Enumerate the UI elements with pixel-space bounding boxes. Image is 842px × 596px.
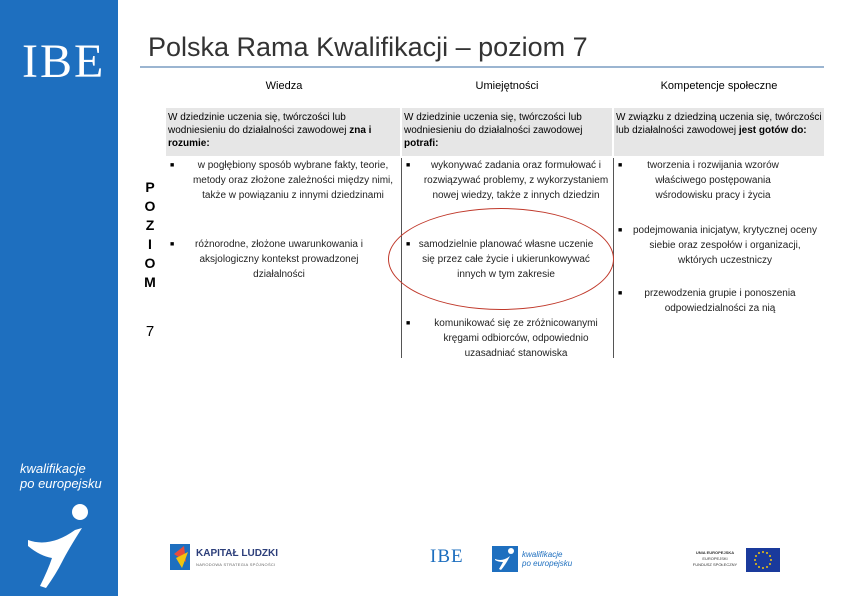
umiejetnosci-item: wykonywać zadania oraz formułować i rozwiązywać problemy, z wykorzystaniem nowej wiedzy, także z innych dziedzin	[423, 160, 609, 201]
level-number: 7	[145, 323, 155, 340]
intro-wiedza-text: W dziedzinie uczenia się, twórczości lub wodniesieniu do działalności zawodowej	[168, 112, 350, 136]
eu-line2: EUROPEJSKI	[702, 556, 728, 561]
intro-kompetencje-text: W związku z dziedziną uczenia się, twórczości lub działalności zawodowej	[616, 112, 822, 136]
bullet-icon: ■	[406, 241, 411, 248]
intro-wiedza-bold: zna i rozumie:	[168, 125, 372, 149]
page-title: Polska Rama Kwalifikacji – poziom 7	[148, 32, 588, 62]
level-label	[142, 178, 158, 292]
kapital-ludzki-sub: NARODOWA STRATEGIA SPÓJNOŚCI	[196, 562, 276, 567]
slogan-line2: po europejsku	[20, 476, 102, 491]
kpe-footer-line2: po europejsku	[522, 559, 573, 568]
kompetencje-item: przewodzenia grupie i ponoszenia odpowiedzialności za nią	[644, 288, 796, 314]
kapital-ludzki-text: KAPITAŁ LUDZKI	[196, 548, 279, 559]
sidebar	[0, 0, 118, 596]
intro-wiedza	[166, 108, 400, 156]
umiejetnosci-item: samodzielnie planować własne uczenie się przez całe życie i ukierunkowywać innych w tym zakresie	[418, 239, 594, 280]
intro-umiejetnosci-text: W dziedzinie uczenia się, twórczości lub wodniesieniu do działalności zawodowej	[404, 112, 583, 136]
bullet-icon: ■	[618, 162, 623, 169]
header-kompetencje: Kompetencje społeczne	[660, 80, 778, 92]
bullet-icon: ■	[406, 162, 411, 169]
slogan	[20, 461, 102, 491]
intro-umiejetnosci	[402, 108, 612, 156]
ibe-footer-logo: IBE	[430, 546, 464, 567]
kpe-footer-line1: kwalifikacje	[522, 550, 563, 559]
eu-text	[690, 550, 740, 568]
level-letter: I	[148, 236, 152, 252]
title-underline	[140, 66, 824, 68]
intro-umiejetnosci-bold: potrafi:	[404, 138, 439, 149]
wiedza-item: w pogłębiony sposób wybrane fakty, teorie, metody oraz złożone zależności między nimi, także w powiązaniu z innymi dziedzinami	[192, 160, 394, 201]
jumping-figure-icon	[20, 500, 100, 590]
ibe-logo: IBE	[22, 35, 106, 88]
intro-kompetencje-bold: jest gotów do:	[738, 125, 807, 136]
level-letter: O	[144, 255, 156, 271]
bullet-icon: ■	[618, 290, 623, 297]
highlight-ellipse	[388, 208, 614, 310]
level-letter: O	[144, 198, 156, 214]
level-letter: P	[145, 179, 155, 195]
eu-flag-icon	[746, 548, 780, 572]
kompetencje-item: podejmowania inicjatyw, krytycznej oceny siebie oraz zespołów i organizacji, wktórych uczestniczy	[633, 225, 817, 266]
wiedza-item: różnorodne, złożone uwarunkowania i aksjologiczny kontekst prowadzonej działalności	[195, 239, 363, 280]
intro-kompetencje	[614, 108, 824, 156]
slogan-line1: kwalifikacje	[20, 461, 86, 476]
kpe-footer-icon	[492, 546, 518, 572]
jumping-figure-icon	[492, 546, 518, 572]
bullet-icon: ■	[170, 162, 175, 169]
header-umiejetnosci: Umiejętności	[475, 80, 539, 92]
bullet-icon: ■	[618, 227, 623, 234]
kpe-footer-text	[522, 550, 572, 568]
umiejetnosci-item: komunikować się ze zróżnicowanymi kręgami odbiorców, odpowiednio uzasadniać stanowiska	[434, 318, 598, 359]
level-letter: M	[144, 274, 156, 290]
kompetencje-item: tworzenia i rozwijania wzorów właściwego postępowania wśrodowisku pracy i życia	[647, 160, 779, 201]
bullet-icon: ■	[170, 241, 175, 248]
eu-line3: FUNDUSZ SPOŁECZNY	[692, 562, 738, 567]
eu-line1: UNIA EUROPEJSKA	[695, 550, 735, 555]
level-letter: Z	[145, 217, 155, 233]
header-wiedza: Wiedza	[265, 80, 303, 92]
bullet-icon: ■	[406, 320, 411, 327]
